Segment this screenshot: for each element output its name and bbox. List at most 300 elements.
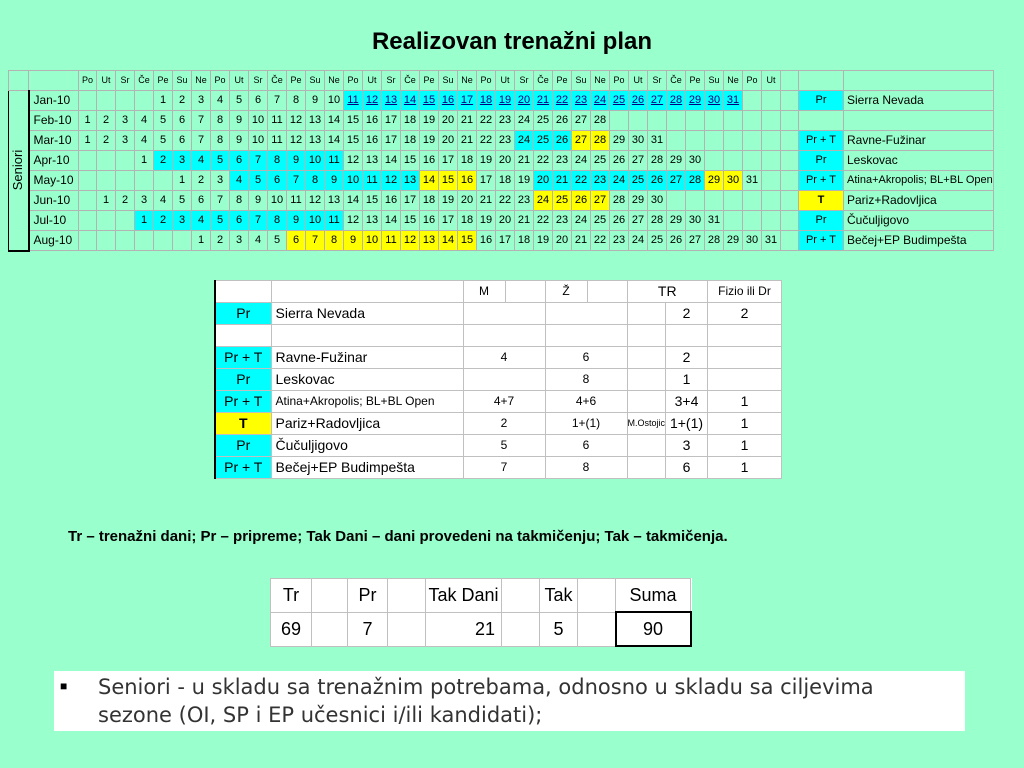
day-cell — [97, 231, 116, 251]
day-cell: 22 — [591, 231, 610, 251]
day-cell: 29 — [667, 211, 686, 231]
day-cell — [686, 191, 705, 211]
day-cell — [79, 91, 97, 111]
day-cell: 26 — [572, 191, 591, 211]
women-value — [545, 303, 627, 325]
extra-value — [627, 303, 666, 325]
day-cell: 17 — [382, 131, 401, 151]
totals-header: Pr — [348, 579, 388, 613]
day-cell: 24 — [572, 211, 591, 231]
calendar-row — [9, 131, 994, 151]
day-cell: 30 — [743, 231, 762, 251]
day-cell: 26 — [648, 171, 667, 191]
day-cell: 4 — [192, 211, 211, 231]
day-cell — [79, 211, 97, 231]
day-cell: 1 — [97, 191, 116, 211]
day-cell — [762, 211, 781, 231]
day-name: Ut — [496, 71, 515, 91]
fizio-value: 1 — [708, 413, 782, 435]
day-cell: 25 — [591, 151, 610, 171]
day-cell: 1 — [154, 91, 173, 111]
day-cell: 22 — [496, 191, 515, 211]
event-type: Pr — [215, 369, 271, 391]
day-cell — [116, 171, 135, 191]
month-header-cell — [29, 71, 79, 91]
day-cell: 14 — [420, 171, 439, 191]
day-cell: 1 — [79, 111, 97, 131]
day-cell: 20 — [496, 211, 515, 231]
calendar-row — [9, 231, 994, 251]
day-cell: 24 — [591, 91, 610, 111]
summary-row — [215, 457, 782, 479]
day-name: Ne — [325, 71, 344, 91]
trainers-value: 1 — [666, 369, 708, 391]
women-value — [545, 325, 627, 347]
day-name: Po — [610, 71, 629, 91]
day-cell: 30 — [705, 91, 724, 111]
fizio-value: 1 — [708, 435, 782, 457]
day-cell: 1 — [79, 131, 97, 151]
day-cell: 26 — [629, 91, 648, 111]
day-cell — [781, 171, 799, 191]
day-cell: 19 — [477, 151, 496, 171]
day-cell — [724, 131, 743, 151]
day-cell: 14 — [439, 231, 458, 251]
note-line-1: Seniori - u skladu sa trenažnim potrebama, odnosno u skladu sa ciljevima — [98, 675, 874, 699]
day-cell: 25 — [610, 91, 629, 111]
day-cell: 27 — [629, 151, 648, 171]
summary-row — [215, 391, 782, 413]
day-cell: 11 — [325, 151, 344, 171]
trainers-value — [666, 325, 708, 347]
day-cell: 3 — [230, 231, 249, 251]
day-name: Su — [572, 71, 591, 91]
empty-cell — [271, 281, 463, 303]
day-cell — [667, 191, 686, 211]
day-cell — [762, 151, 781, 171]
day-cell: 23 — [553, 211, 572, 231]
day-cell: 18 — [458, 211, 477, 231]
totals-value — [388, 612, 426, 646]
day-cell: 3 — [135, 191, 154, 211]
day-cell: 14 — [401, 91, 420, 111]
extra-value — [627, 457, 666, 479]
day-cell: 16 — [439, 91, 458, 111]
day-cell: 1 — [173, 171, 192, 191]
totals-header — [388, 579, 426, 613]
calendar-row — [9, 91, 994, 111]
day-cell: 29 — [724, 231, 743, 251]
page-title: Realizovan trenažni plan — [371, 28, 653, 55]
event-type: T — [799, 191, 844, 211]
event-location — [844, 111, 994, 131]
totals-value: 5 — [540, 612, 578, 646]
day-cell: 31 — [705, 211, 724, 231]
day-cell: 2 — [97, 131, 116, 151]
day-cell: 6 — [192, 191, 211, 211]
event-location: Ravne-Fužinar — [271, 347, 463, 369]
men-value — [463, 303, 545, 325]
day-cell: 28 — [667, 91, 686, 111]
totals-value-row — [271, 612, 691, 646]
day-cell: 20 — [439, 131, 458, 151]
day-name: Su — [439, 71, 458, 91]
day-cell: 30 — [686, 151, 705, 171]
day-name: Ne — [192, 71, 211, 91]
day-cell: 23 — [496, 111, 515, 131]
day-cell: 17 — [439, 211, 458, 231]
day-cell — [79, 151, 97, 171]
day-cell: 17 — [401, 191, 420, 211]
totals-header — [578, 579, 616, 613]
day-cell: 27 — [648, 91, 667, 111]
day-cell: 10 — [249, 131, 268, 151]
event-type: Pr + T — [215, 391, 271, 413]
day-cell: 25 — [553, 191, 572, 211]
day-cell: 10 — [306, 151, 325, 171]
day-cell: 13 — [306, 131, 325, 151]
event-type: Pr — [799, 211, 844, 231]
women-value: 8 — [545, 369, 627, 391]
day-cell: 15 — [458, 231, 477, 251]
day-cell: 11 — [382, 231, 401, 251]
day-cell: 2 — [154, 211, 173, 231]
day-cell: 18 — [420, 191, 439, 211]
header-z: Ž — [545, 281, 587, 303]
extra-value: M.Ostojic — [627, 413, 666, 435]
day-cell: 15 — [344, 131, 363, 151]
day-cell: 6 — [173, 111, 192, 131]
day-cell: 7 — [192, 131, 211, 151]
day-cell: 21 — [515, 211, 534, 231]
event-type: Pr + T — [215, 457, 271, 479]
day-name: Po — [79, 71, 97, 91]
day-cell: 10 — [325, 91, 344, 111]
day-cell: 2 — [97, 111, 116, 131]
day-cell — [781, 151, 799, 171]
day-cell — [79, 191, 97, 211]
day-cell: 10 — [268, 191, 287, 211]
day-cell: 24 — [610, 171, 629, 191]
day-cell: 7 — [211, 191, 230, 211]
event-location: Čučuljigovo — [844, 211, 994, 231]
calendar-row — [9, 111, 994, 131]
day-cell: 22 — [477, 111, 496, 131]
men-value: 4 — [463, 347, 545, 369]
day-cell — [781, 231, 799, 251]
day-name: Su — [173, 71, 192, 91]
day-cell: 5 — [211, 211, 230, 231]
month-label: Aug-10 — [29, 231, 79, 251]
day-cell: 27 — [572, 131, 591, 151]
fizio-value: 2 — [708, 303, 782, 325]
group-label: Seniori — [10, 150, 26, 191]
trainers-value: 2 — [666, 303, 708, 325]
day-cell: 18 — [477, 91, 496, 111]
day-cell: 4 — [211, 91, 230, 111]
totals-value — [578, 612, 616, 646]
day-cell — [762, 191, 781, 211]
day-cell: 5 — [211, 151, 230, 171]
day-cell: 21 — [553, 171, 572, 191]
day-cell — [762, 111, 781, 131]
day-cell: 9 — [325, 171, 344, 191]
day-cell: 15 — [363, 191, 382, 211]
day-name: Su — [705, 71, 724, 91]
day-name: Sr — [249, 71, 268, 91]
training-calendar — [8, 70, 994, 252]
event-location: Atina+Akropolis; BL+BL Open — [844, 171, 994, 191]
day-cell: 27 — [591, 191, 610, 211]
day-cell: 19 — [439, 191, 458, 211]
day-cell: 26 — [553, 111, 572, 131]
day-cell: 11 — [287, 191, 306, 211]
summary-row — [215, 413, 782, 435]
day-cell: 11 — [268, 131, 287, 151]
event-location: Atina+Akropolis; BL+BL Open — [271, 391, 463, 413]
day-cell: 13 — [420, 231, 439, 251]
day-cell: 4 — [230, 171, 249, 191]
day-name: Po — [344, 71, 363, 91]
day-name: Sr — [116, 71, 135, 91]
day-cell: 4 — [135, 131, 154, 151]
day-cell: 25 — [648, 231, 667, 251]
event-type: T — [215, 413, 271, 435]
summary-row — [215, 347, 782, 369]
header-m: M — [463, 281, 505, 303]
day-cell: 12 — [344, 211, 363, 231]
day-cell: 3 — [116, 111, 135, 131]
day-cell: 13 — [382, 91, 401, 111]
day-cell: 9 — [306, 91, 325, 111]
day-cell: 13 — [401, 171, 420, 191]
day-cell — [154, 171, 173, 191]
summary-row — [215, 435, 782, 457]
day-cell: 22 — [572, 171, 591, 191]
day-cell: 30 — [648, 191, 667, 211]
day-cell: 27 — [629, 211, 648, 231]
event-location: Bečej+EP Budimpešta — [844, 231, 994, 251]
day-cell: 7 — [249, 151, 268, 171]
day-cell — [173, 231, 192, 251]
fizio-value: 1 — [708, 457, 782, 479]
day-cell: 14 — [382, 211, 401, 231]
event-type: Pr — [215, 435, 271, 457]
day-cell: 22 — [534, 151, 553, 171]
day-cell — [97, 171, 116, 191]
day-name: Ut — [97, 71, 116, 91]
group-label-cell — [9, 91, 29, 251]
women-value: 6 — [545, 347, 627, 369]
day-cell — [629, 111, 648, 131]
day-name: Pe — [154, 71, 173, 91]
header-fizio: Fizio ili Dr — [708, 281, 782, 303]
day-cell: 25 — [591, 211, 610, 231]
day-cell: 28 — [591, 111, 610, 131]
day-name: Ut — [230, 71, 249, 91]
fizio-value — [708, 325, 782, 347]
day-cell: 6 — [287, 231, 306, 251]
day-cell: 15 — [439, 171, 458, 191]
day-cell: 20 — [534, 171, 553, 191]
day-cell — [724, 191, 743, 211]
day-cell: 30 — [724, 171, 743, 191]
day-cell: 26 — [610, 211, 629, 231]
tag-header-cell — [799, 71, 844, 91]
day-cell: 28 — [686, 171, 705, 191]
day-cell: 11 — [268, 111, 287, 131]
day-name: Sr — [648, 71, 667, 91]
day-cell: 17 — [458, 91, 477, 111]
extra-value — [627, 325, 666, 347]
day-cell — [97, 91, 116, 111]
summary-row — [215, 303, 782, 325]
day-cell — [135, 91, 154, 111]
day-cell: 12 — [287, 111, 306, 131]
day-cell — [781, 111, 799, 131]
day-cell: 27 — [572, 111, 591, 131]
day-cell — [762, 91, 781, 111]
month-label: Jun-10 — [29, 191, 79, 211]
event-location: Čučuljigovo — [271, 435, 463, 457]
trainers-value: 3+4 — [666, 391, 708, 413]
day-cell: 5 — [268, 231, 287, 251]
day-cell: 4 — [154, 191, 173, 211]
day-cell — [781, 91, 799, 111]
trainers-value: 2 — [666, 347, 708, 369]
day-cell: 7 — [268, 91, 287, 111]
women-value: 1+(1) — [545, 413, 627, 435]
event-location: Ravne-Fužinar — [844, 131, 994, 151]
event-type: Pr + T — [215, 347, 271, 369]
day-cell: 6 — [268, 171, 287, 191]
empty-cell — [587, 281, 627, 303]
day-cell: 3 — [211, 171, 230, 191]
empty-cell — [505, 281, 545, 303]
day-cell: 17 — [439, 151, 458, 171]
summary-row — [215, 369, 782, 391]
event-type: Pr + T — [799, 231, 844, 251]
day-cell: 9 — [230, 131, 249, 151]
day-cell — [154, 231, 173, 251]
day-cell: 16 — [363, 111, 382, 131]
day-cell — [762, 131, 781, 151]
day-cell — [610, 111, 629, 131]
day-cell: 14 — [325, 111, 344, 131]
extra-value — [627, 391, 666, 413]
day-cell — [705, 131, 724, 151]
day-cell: 6 — [173, 131, 192, 151]
day-cell: 19 — [420, 131, 439, 151]
day-cell — [667, 111, 686, 131]
day-cell — [79, 171, 97, 191]
day-cell: 10 — [344, 171, 363, 191]
trainers-value: 1+(1) — [666, 413, 708, 435]
day-cell: 6 — [230, 151, 249, 171]
day-cell: 18 — [515, 231, 534, 251]
event-location: Pariz+Radovljica — [844, 191, 994, 211]
day-cell: 28 — [705, 231, 724, 251]
day-cell: 12 — [382, 171, 401, 191]
totals-value: 90 — [616, 612, 691, 646]
day-cell: 25 — [629, 171, 648, 191]
day-cell: 1 — [192, 231, 211, 251]
day-name: Su — [306, 71, 325, 91]
month-label: Mar-10 — [29, 131, 79, 151]
day-cell — [743, 91, 762, 111]
extra-value — [627, 369, 666, 391]
day-cell — [743, 211, 762, 231]
day-cell: 16 — [420, 211, 439, 231]
day-cell — [97, 151, 116, 171]
day-cell — [135, 171, 154, 191]
summary-table — [214, 280, 782, 479]
fizio-value: 1 — [708, 391, 782, 413]
day-cell: 21 — [458, 131, 477, 151]
event-type: Pr + T — [799, 171, 844, 191]
trainers-value: 6 — [666, 457, 708, 479]
day-cell: 20 — [515, 91, 534, 111]
fizio-value — [708, 347, 782, 369]
trainers-value: 3 — [666, 435, 708, 457]
day-cell: 16 — [420, 151, 439, 171]
day-cell: 8 — [325, 231, 344, 251]
day-cell: 22 — [477, 131, 496, 151]
month-label: Jul-10 — [29, 211, 79, 231]
day-cell: 12 — [287, 131, 306, 151]
day-cell: 15 — [344, 111, 363, 131]
day-cell: 26 — [553, 131, 572, 151]
day-cell: 15 — [420, 91, 439, 111]
event-type: Pr — [215, 303, 271, 325]
day-name: Ut — [363, 71, 382, 91]
day-cell: 21 — [477, 191, 496, 211]
day-cell — [724, 151, 743, 171]
day-cell: 3 — [173, 211, 192, 231]
day-cell: 23 — [572, 91, 591, 111]
day-name: Če — [135, 71, 154, 91]
day-cell: 8 — [230, 191, 249, 211]
fizio-value — [708, 369, 782, 391]
day-name: Ne — [724, 71, 743, 91]
day-name: Pe — [420, 71, 439, 91]
day-cell: 13 — [325, 191, 344, 211]
calendar-row — [9, 191, 994, 211]
day-cell — [781, 191, 799, 211]
day-cell: 7 — [192, 111, 211, 131]
day-cell: 11 — [344, 91, 363, 111]
day-name: Ne — [591, 71, 610, 91]
day-name: Po — [211, 71, 230, 91]
day-cell: 2 — [211, 231, 230, 251]
day-name: Ne — [458, 71, 477, 91]
day-cell: 1 — [135, 211, 154, 231]
day-cell: 28 — [648, 151, 667, 171]
day-cell: 9 — [230, 111, 249, 131]
day-cell: 5 — [154, 111, 173, 131]
event-type: Pr — [799, 151, 844, 171]
day-cell: 22 — [534, 211, 553, 231]
day-cell: 31 — [743, 171, 762, 191]
event-location: Pariz+Radovljica — [271, 413, 463, 435]
totals-header-row — [271, 579, 691, 613]
day-cell: 26 — [667, 231, 686, 251]
day-cell: 18 — [458, 151, 477, 171]
day-cell: 29 — [610, 131, 629, 151]
day-cell — [724, 211, 743, 231]
day-cell: 10 — [249, 111, 268, 131]
calendar-row — [9, 151, 994, 171]
